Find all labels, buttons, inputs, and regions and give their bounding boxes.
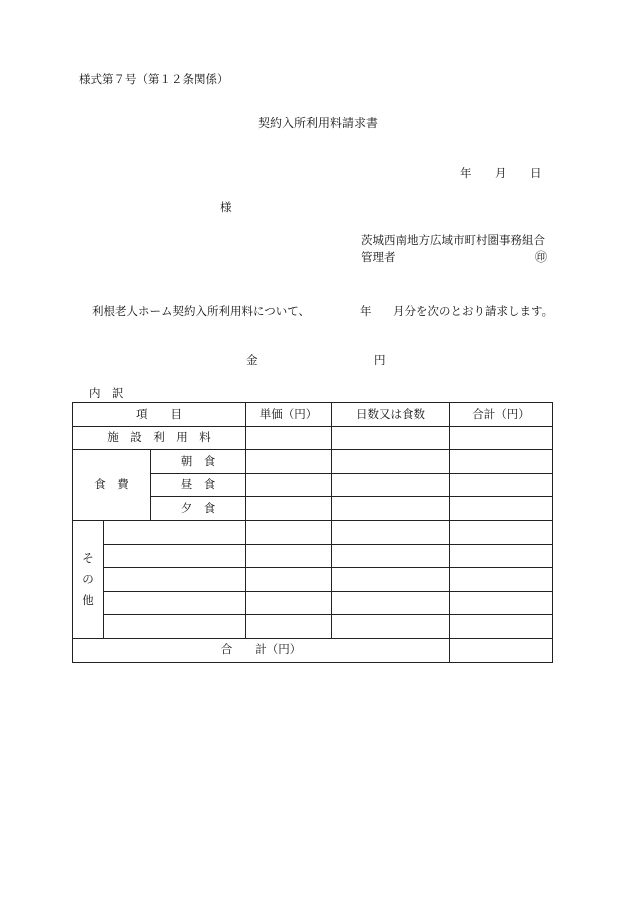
- other-item-cell: [104, 544, 246, 568]
- meal-label-breakfast: 朝 食: [151, 450, 246, 474]
- dinner-unit-price-cell: [246, 497, 332, 521]
- seal-mark: ㊞: [535, 250, 548, 264]
- table-row-other: [73, 520, 553, 544]
- lunch-count-cell: [332, 473, 450, 497]
- other-unit-price-cell: [246, 520, 332, 544]
- header-days-or-meals: 日数又は食数: [332, 403, 450, 427]
- table-row-other: [73, 544, 553, 568]
- meal-label-dinner: 夕 食: [151, 497, 246, 521]
- meals-label: 食 費: [73, 450, 151, 521]
- other-label-cell: [73, 520, 104, 638]
- other-unit-price-cell: [246, 568, 332, 592]
- other-count-cell: [332, 544, 450, 568]
- table-row-facility-fee: [73, 426, 553, 450]
- header-item: 項 目: [73, 403, 246, 427]
- date-day-label: 日: [530, 166, 542, 180]
- dinner-subtotal-cell: [450, 497, 553, 521]
- table-header-row: [73, 403, 553, 427]
- date-month-label: 月: [495, 166, 507, 180]
- issuer-organization: 茨城西南地方広域市町村圏事務組合: [361, 233, 545, 247]
- other-unit-price-cell: [246, 615, 332, 639]
- date-year-label: 年: [460, 166, 472, 180]
- other-count-cell: [332, 568, 450, 592]
- breakfast-unit-price-cell: [246, 450, 332, 474]
- table-row-other: [73, 591, 553, 615]
- facility-fee-label: 施 設 利 用 料: [73, 426, 246, 450]
- other-item-cell: [104, 568, 246, 592]
- total-label: 合 計（円）: [73, 638, 450, 662]
- table-row-breakfast: [73, 450, 553, 474]
- table-row-other: [73, 615, 553, 639]
- document-title: 契約入所利用料請求書: [258, 116, 379, 130]
- lunch-unit-price-cell: [246, 473, 332, 497]
- other-label: その他: [82, 550, 94, 608]
- header-unit-price: 単価（円）: [246, 403, 332, 427]
- amount-label: 金: [246, 353, 258, 367]
- other-count-cell: [332, 591, 450, 615]
- amount-unit: 円: [374, 353, 386, 367]
- breakdown-table: [72, 402, 553, 663]
- other-subtotal-cell: [450, 568, 553, 592]
- other-unit-price-cell: [246, 591, 332, 615]
- facility-fee-unit-price-cell: [246, 426, 332, 450]
- other-subtotal-cell: [450, 520, 553, 544]
- breakdown-label: 内 訳: [89, 386, 124, 400]
- other-item-cell: [104, 520, 246, 544]
- breakfast-count-cell: [332, 450, 450, 474]
- total-amount-cell: [450, 638, 553, 662]
- table-row-other: [73, 568, 553, 592]
- form-number: 様式第７号（第１２条関係）: [79, 72, 229, 86]
- meal-label-lunch: 昼 食: [151, 473, 246, 497]
- issuer-role: 管理者: [361, 250, 396, 264]
- facility-fee-days-cell: [332, 426, 450, 450]
- table-row-total: [73, 638, 553, 662]
- facility-fee-subtotal-cell: [450, 426, 553, 450]
- addressee-suffix: 様: [220, 200, 232, 214]
- other-subtotal-cell: [450, 544, 553, 568]
- other-subtotal-cell: [450, 615, 553, 639]
- other-item-cell: [104, 591, 246, 615]
- statement-text: 利根老人ホーム契約入所利用料について、: [92, 304, 311, 318]
- dinner-count-cell: [332, 497, 450, 521]
- statement-year-label: 年: [360, 304, 372, 318]
- other-item-cell: [104, 615, 246, 639]
- other-count-cell: [332, 520, 450, 544]
- header-subtotal: 合計（円）: [450, 403, 553, 427]
- lunch-subtotal-cell: [450, 473, 553, 497]
- statement-rest: 月分を次のとおり請求します。: [393, 304, 554, 318]
- breakfast-subtotal-cell: [450, 450, 553, 474]
- other-subtotal-cell: [450, 591, 553, 615]
- other-unit-price-cell: [246, 544, 332, 568]
- other-count-cell: [332, 615, 450, 639]
